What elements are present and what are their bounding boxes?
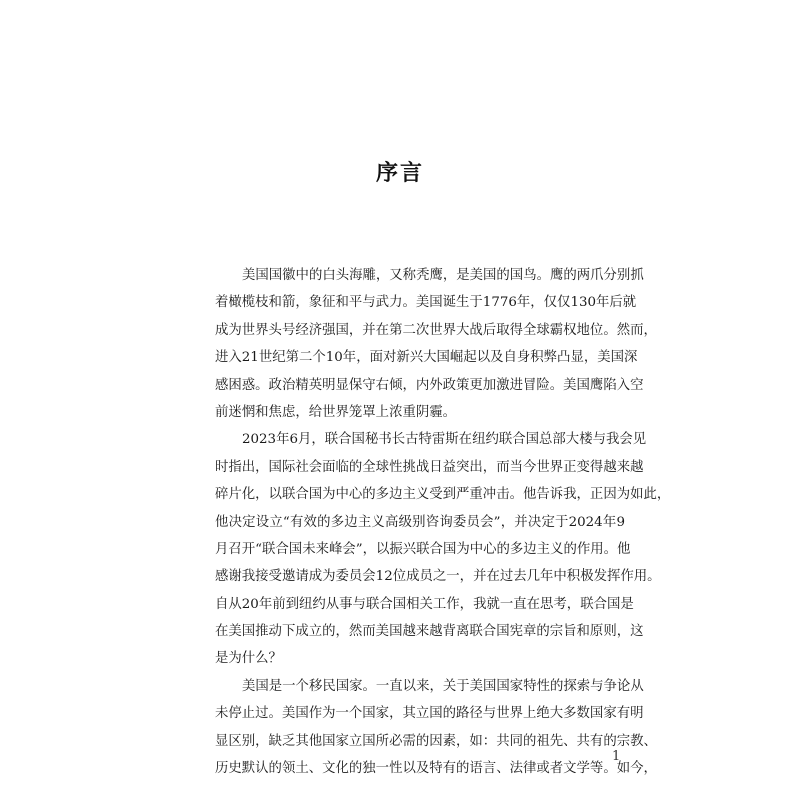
text-line: 2023年6月，联合国秘书长古特雷斯在纽约联合国总部大楼与我会见 [242,432,647,448]
text-line: 在美国推动下成立的，然而美国越来越背离联合国宪章的宗旨和原则，这 [215,624,644,640]
text-line: 他决定设立“有效的多边主义高级别咨询委员会”，并决定于2024年9 [215,514,625,530]
text-line: 前迷惘和焦虑，给世界笼罩上浓重阴霾。 [215,404,457,420]
text-line: 感困惑。政治精英明显保守右倾，内外政策更加激进冒险。美国鹰陷入空 [215,377,644,393]
text-line: 时指出，国际社会面临的全球性挑战日益突出，而当今世界正变得越来越 [215,459,644,475]
text-line: 历史默认的领土、文化的独一性以及特有的语言、法律或者文学等。如今， [215,761,657,777]
paragraph [215,262,657,426]
text-line: 成为世界头号经济强国，并在第二次世界大战后取得全球霸权地位。然而， [215,322,657,338]
page-number: 1 [612,749,621,764]
text-line: 美国国徽中的白头海雕，又称秃鹰，是美国的国鸟。鹰的两爪分别抓 [242,268,644,283]
text-line: 显区别，缺乏其他国家立国所必需的因素，如：共同的祖先、共有的宗教、 [215,733,657,749]
text-line: 未停止过。美国作为一个国家，其立国的路径与世界上绝大多数国家有明 [215,706,644,722]
paragraph [215,673,657,783]
page-title: 序言 [375,159,424,186]
text-line: 着橄榄枝和箭，象征和平与武力。美国诞生于1776年，仅仅130年后就 [215,295,637,311]
text-line: 进入21世纪第二个10年，面对新兴大国崛起以及自身积弊凸显，美国深 [215,350,638,366]
text-line: 感谢我接受邀请成为委员会12位成员之一，并在过去几年中积极发挥作用。 [215,569,661,585]
text-line: 是为什么？ [215,651,282,667]
body-text [215,262,671,782]
text-line: 碎片化，以联合国为中心的多边主义受到严重冲击。他告诉我，正因为如此， [215,487,671,503]
text-line: 美国是一个移民国家。一直以来，关于美国国家特性的探索与争论从 [242,678,644,694]
text-line: 自从20年前到纽约从事与联合国相关工作，我就一直在思考，联合国是 [215,596,634,612]
paragraph [215,426,671,673]
text-line: 月召开“联合国未来峰会”，以振兴联合国为中心的多边主义的作用。他 [215,541,631,557]
